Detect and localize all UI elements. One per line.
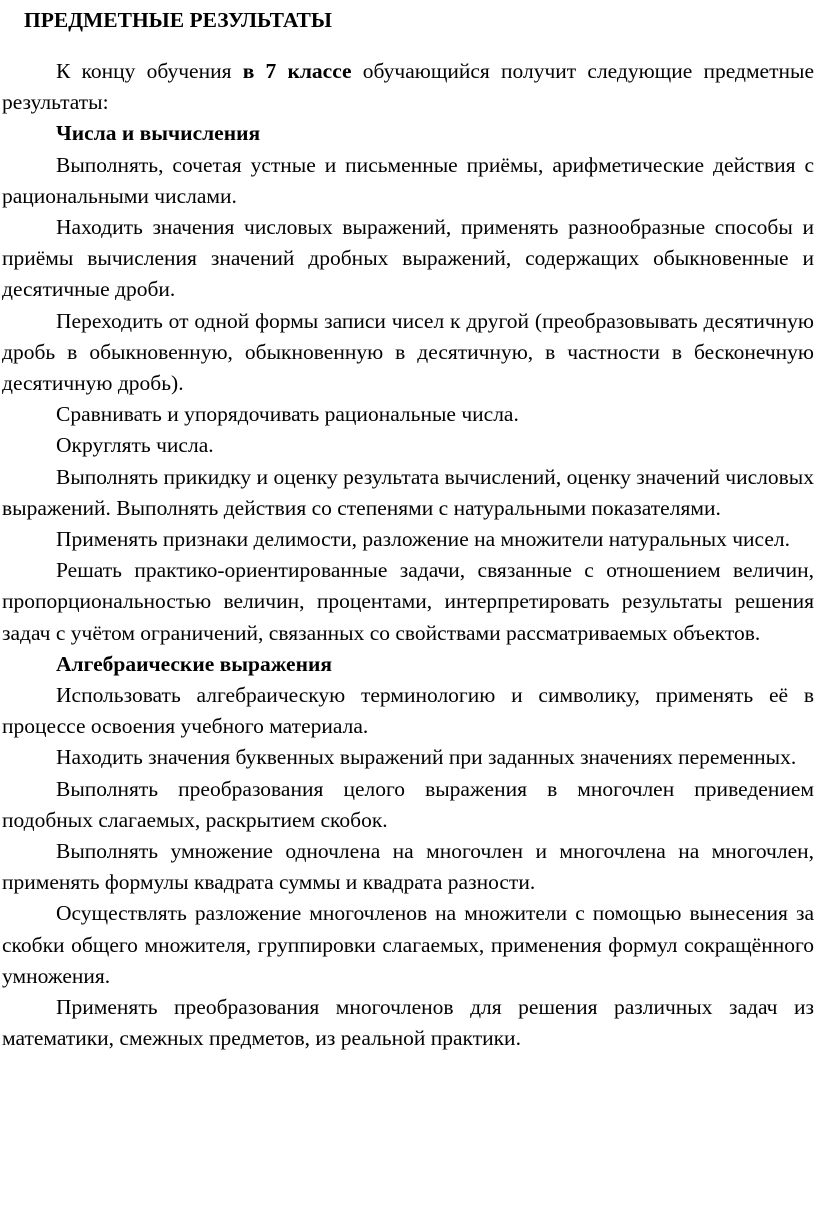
document-body — [2, 56, 814, 1055]
paragraph: Осуществлять разложение многочленов на множители с помощью вынесения за скобки общего множителя, группировки слагаемых, применения формул сокращённого умножения. — [2, 901, 814, 988]
paragraph: Выполнять прикидку и оценку результата вычислений, оценку значений числовых выражений. Выполнять действия со степенями с натуральными показателями. — [2, 464, 814, 520]
paragraph: Находить значения числовых выражений, применять разнообразные способы и приёмы вычисления значений дробных выражений, содержащих обыкновенные и десятичные дроби. — [2, 215, 814, 302]
paragraph: Решать практико-ориентированные задачи, связанные с отношением величин, пропорциональностью величин, процентами, интерпретировать результаты решения задач с учётом ограничений, связанных со свойствами рассматриваемых объектов. — [2, 558, 814, 645]
page-title: ПРЕДМЕТНЫЕ РЕЗУЛЬТАТЫ — [24, 8, 332, 32]
section-heading-numbers: Числа и вычисления — [56, 121, 261, 146]
paragraph: Переходить от одной формы записи чисел к другой (преобразовывать десятичную дробь в обыкновенную, обыкновенную в десятичную, в частности в бесконечную десятичную дробь). — [2, 308, 814, 396]
intro-text-before: К концу обучения — [56, 59, 243, 83]
paragraph: Использовать алгебраическую терминологию и символику, применять её в процессе освоения учебного материала. — [2, 683, 814, 739]
intro-grade-bold: в 7 классе — [242, 59, 352, 83]
paragraph: Выполнять умножение одночлена на многочлен и многочлена на многочлен, применять формулы квадрата суммы и квадрата разности. — [2, 839, 814, 895]
paragraph: Сравнивать и упорядочивать рациональные числа. — [56, 402, 519, 427]
paragraph: Применять преобразования многочленов для решения различных задач из математики, смежных предметов, из реальной практики. — [2, 995, 814, 1051]
paragraph: Округлять числа. — [56, 433, 214, 458]
paragraph: Выполнять, сочетая устные и письменные приёмы, арифметические действия с рациональными числами. — [2, 152, 814, 208]
paragraph: Применять признаки делимости, разложение на множители натуральных чисел. — [56, 527, 790, 552]
section-heading-algebra: Алгебраические выражения — [56, 651, 332, 676]
intro-text-after: обучающийся получит следующие предметные результаты: — [2, 59, 814, 115]
paragraph: Выполнять преобразования целого выражения в многочлен приведением подобных слагаемых, раскрытием скобок. — [2, 776, 814, 832]
intro-paragraph — [2, 56, 814, 118]
paragraph: Находить значения буквенных выражений при заданных значениях переменных. — [56, 745, 797, 770]
